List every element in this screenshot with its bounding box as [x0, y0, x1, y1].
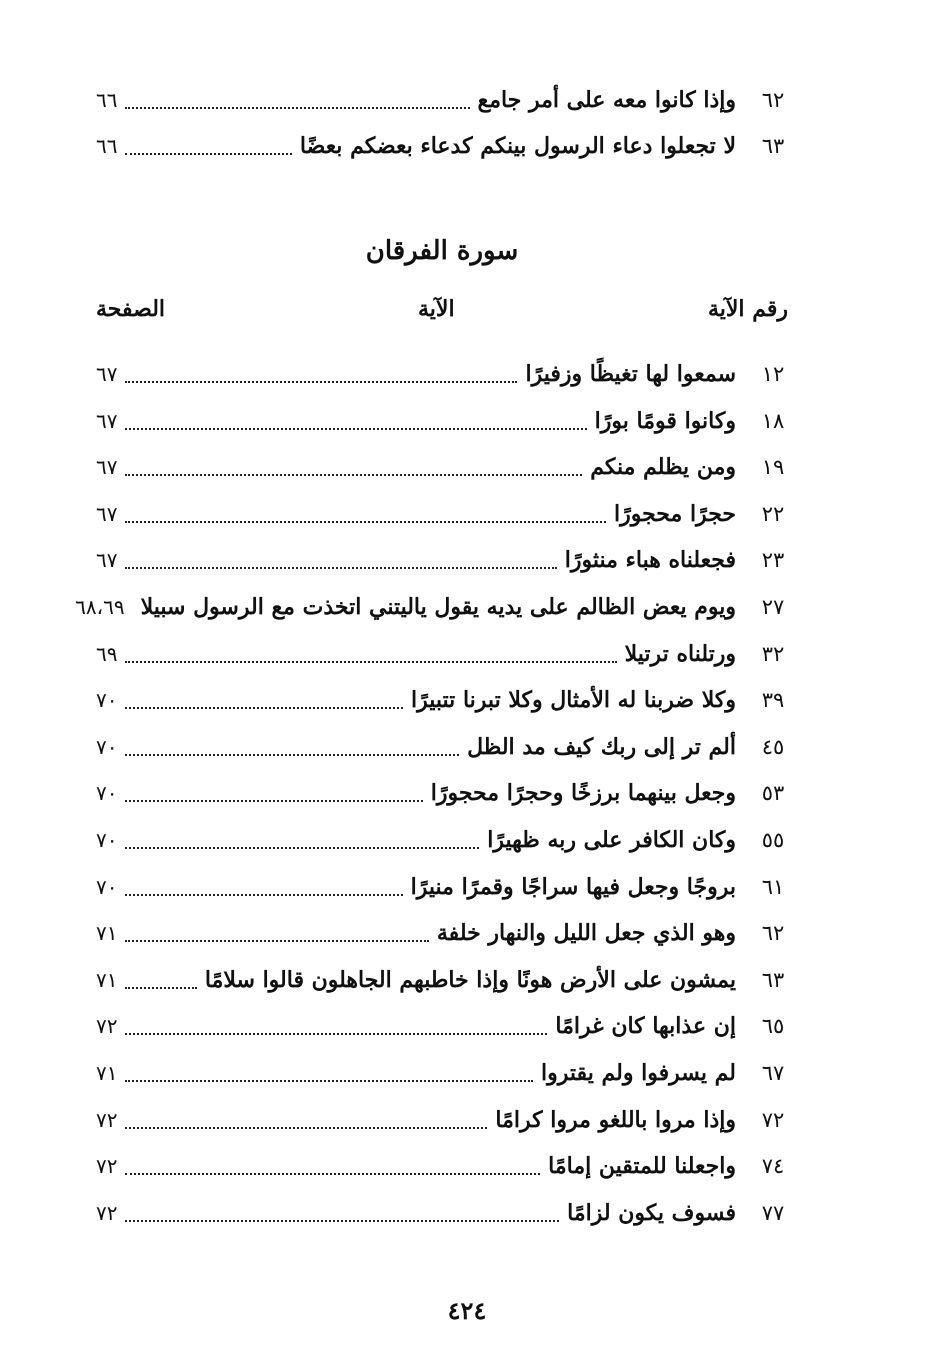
ayah-number: ١٢: [761, 362, 785, 386]
dot-leader: [125, 800, 422, 802]
page-reference: ٦٧: [96, 362, 118, 386]
dot-leader: [125, 153, 291, 155]
ayah-number: ٢٢: [761, 501, 785, 526]
index-row: [96, 540, 796, 580]
page-reference: ٦٦: [96, 134, 118, 158]
dot-leader: [125, 940, 428, 942]
page-reference: ٧٢: [96, 1014, 118, 1039]
index-row: [96, 1006, 796, 1046]
page-reference: ٧١: [96, 921, 118, 946]
index-row: [96, 727, 796, 767]
ayah-text: وكلا ضربنا له الأمثال وكلا تبرنا تتبيرًا: [411, 687, 736, 714]
ayah-text: فسوف يكون لزامًا: [567, 1199, 736, 1226]
page-reference: ٧٢: [96, 1200, 118, 1225]
index-row: [96, 680, 796, 720]
ayah-text: وكانوا قومًا بورًا: [594, 407, 736, 434]
dot-leader: [125, 474, 582, 476]
dot-leader: [125, 1127, 487, 1129]
ayah-number: ٧٤: [761, 1154, 785, 1179]
index-row: [96, 401, 796, 441]
ayah-number: ٦١: [761, 874, 785, 899]
ayah-number: ٦٥: [761, 1014, 785, 1039]
header-page: الصفحة: [96, 296, 166, 322]
index-row: [96, 494, 796, 534]
header-ayah: الآية: [418, 296, 455, 322]
dot-leader: [125, 1033, 547, 1035]
page-reference: ٦٦: [96, 88, 118, 112]
ayah-text: لا تجعلوا دعاء الرسول بينكم كدعاء بعضكم بعضًا: [299, 133, 736, 159]
dot-leader: [125, 1173, 540, 1175]
index-row: [96, 354, 796, 394]
dot-leader: [125, 107, 469, 109]
ayah-number: ١٨: [761, 408, 785, 433]
ayah-number: ٧٧: [761, 1200, 785, 1225]
ayah-text: وإذا مروا باللغو مروا كرامًا: [495, 1106, 736, 1133]
dot-leader: [125, 1080, 533, 1082]
ayah-text: ومن يظلم منكم: [590, 454, 736, 481]
ayah-text: يمشون على الأرض هونًا وإذا خاطبهم الجاهلون قالوا سلامًا: [204, 966, 736, 993]
dot-leader: [125, 567, 556, 569]
page-reference: ٧٢: [96, 1107, 118, 1132]
ayah-number: ٥٣: [761, 781, 785, 806]
dot-leader: [125, 381, 517, 383]
ayah-text: ألم تر إلى ربك كيف مد الظل: [467, 733, 736, 760]
ayah-number: ٦٧: [761, 1061, 785, 1085]
dot-leader: [125, 894, 402, 896]
page-reference: ٧٠: [96, 781, 118, 806]
ayah-number: ٣٢: [761, 641, 785, 666]
ayah-text: وهو الذي جعل الليل والنهار خلفة: [436, 920, 736, 947]
dot-leader: [125, 754, 459, 756]
ayah-number: ٦٣: [761, 134, 785, 158]
ayah-number: ٣٩: [761, 688, 785, 713]
page-reference: ٧٠: [96, 874, 118, 899]
dot-leader: [125, 1220, 559, 1222]
ayah-text: وجعل بينهما برزخًا وحجرًا محجورًا: [430, 780, 736, 807]
ayah-text: إن عذابها كان غرامًا: [555, 1013, 736, 1040]
page-reference: ٦٧: [96, 548, 118, 573]
page-number: ٤٢٤: [447, 1296, 487, 1325]
page-reference: ٧١: [96, 1061, 118, 1085]
index-row: [96, 820, 796, 860]
index-row: [96, 447, 796, 487]
index-row: [96, 1100, 796, 1140]
ayah-text: سمعوا لها تغيظًا وزفيرًا: [525, 361, 736, 387]
ayah-text: واجعلنا للمتقين إمامًا: [548, 1153, 736, 1180]
ayah-text: ورتلناه ترتيلا: [624, 640, 736, 667]
page-reference: ٦٩: [96, 641, 118, 666]
index-row: [96, 960, 796, 1000]
index-row: [96, 773, 796, 813]
ayah-number: ٦٢: [761, 921, 785, 946]
ayah-number: ٢٧: [761, 595, 785, 619]
ayah-number: ١٩: [761, 455, 785, 480]
page-reference: ٦٨،٦٩: [75, 595, 125, 619]
ayah-number: ٧٢: [761, 1107, 785, 1132]
surah-title: سورة الفرقان: [365, 236, 519, 266]
ayah-text: فجعلناه هباء منثورًا: [564, 547, 736, 574]
index-row: [96, 80, 796, 120]
index-row: [96, 867, 796, 907]
ayah-number: ٤٥: [761, 734, 785, 759]
page-reference: ٧٠: [96, 734, 118, 759]
index-row: [96, 1053, 796, 1093]
ayah-text: وكان الكافر على ربه ظهيرًا: [487, 827, 736, 853]
dot-leader: [125, 428, 586, 430]
index-row: [96, 1146, 796, 1186]
ayah-number: ٦٢: [761, 88, 785, 112]
page-reference: ٧٠: [96, 828, 118, 852]
page-reference: ٧٠: [96, 688, 118, 713]
page-reference: ٦٧: [96, 408, 118, 433]
ayah-number: ٥٥: [761, 828, 785, 852]
page-reference: ٧١: [96, 967, 118, 992]
ayah-number: ٢٣: [761, 548, 785, 573]
dot-leader: [125, 987, 196, 989]
page-reference: ٧٢: [96, 1154, 118, 1179]
header-ayah-number: رقم الآية: [707, 296, 788, 322]
dot-leader: [125, 847, 479, 849]
ayah-text: بروجًا وجعل فيها سراجًا وقمرًا منيرًا: [410, 873, 736, 900]
ayah-number: ٦٣: [761, 967, 785, 992]
index-row: [96, 634, 796, 674]
ayah-text: ويوم يعض الظالم على يديه يقول ياليتني اتخذت مع الرسول سبيلا: [140, 594, 736, 620]
page-reference: ٦٧: [96, 501, 118, 526]
dot-leader: [125, 661, 616, 663]
ayah-text: لم يسرفوا ولم يقتروا: [541, 1060, 736, 1086]
index-row: [96, 1193, 796, 1233]
index-row: [96, 913, 796, 953]
dot-leader: [125, 707, 403, 709]
dot-leader: [125, 521, 606, 523]
index-row: [96, 126, 796, 166]
page-reference: ٦٧: [96, 455, 118, 480]
index-row: [75, 587, 796, 627]
ayah-text: وإذا كانوا معه على أمر جامع: [477, 87, 736, 113]
ayah-text: حجرًا محجورًا: [614, 500, 736, 527]
